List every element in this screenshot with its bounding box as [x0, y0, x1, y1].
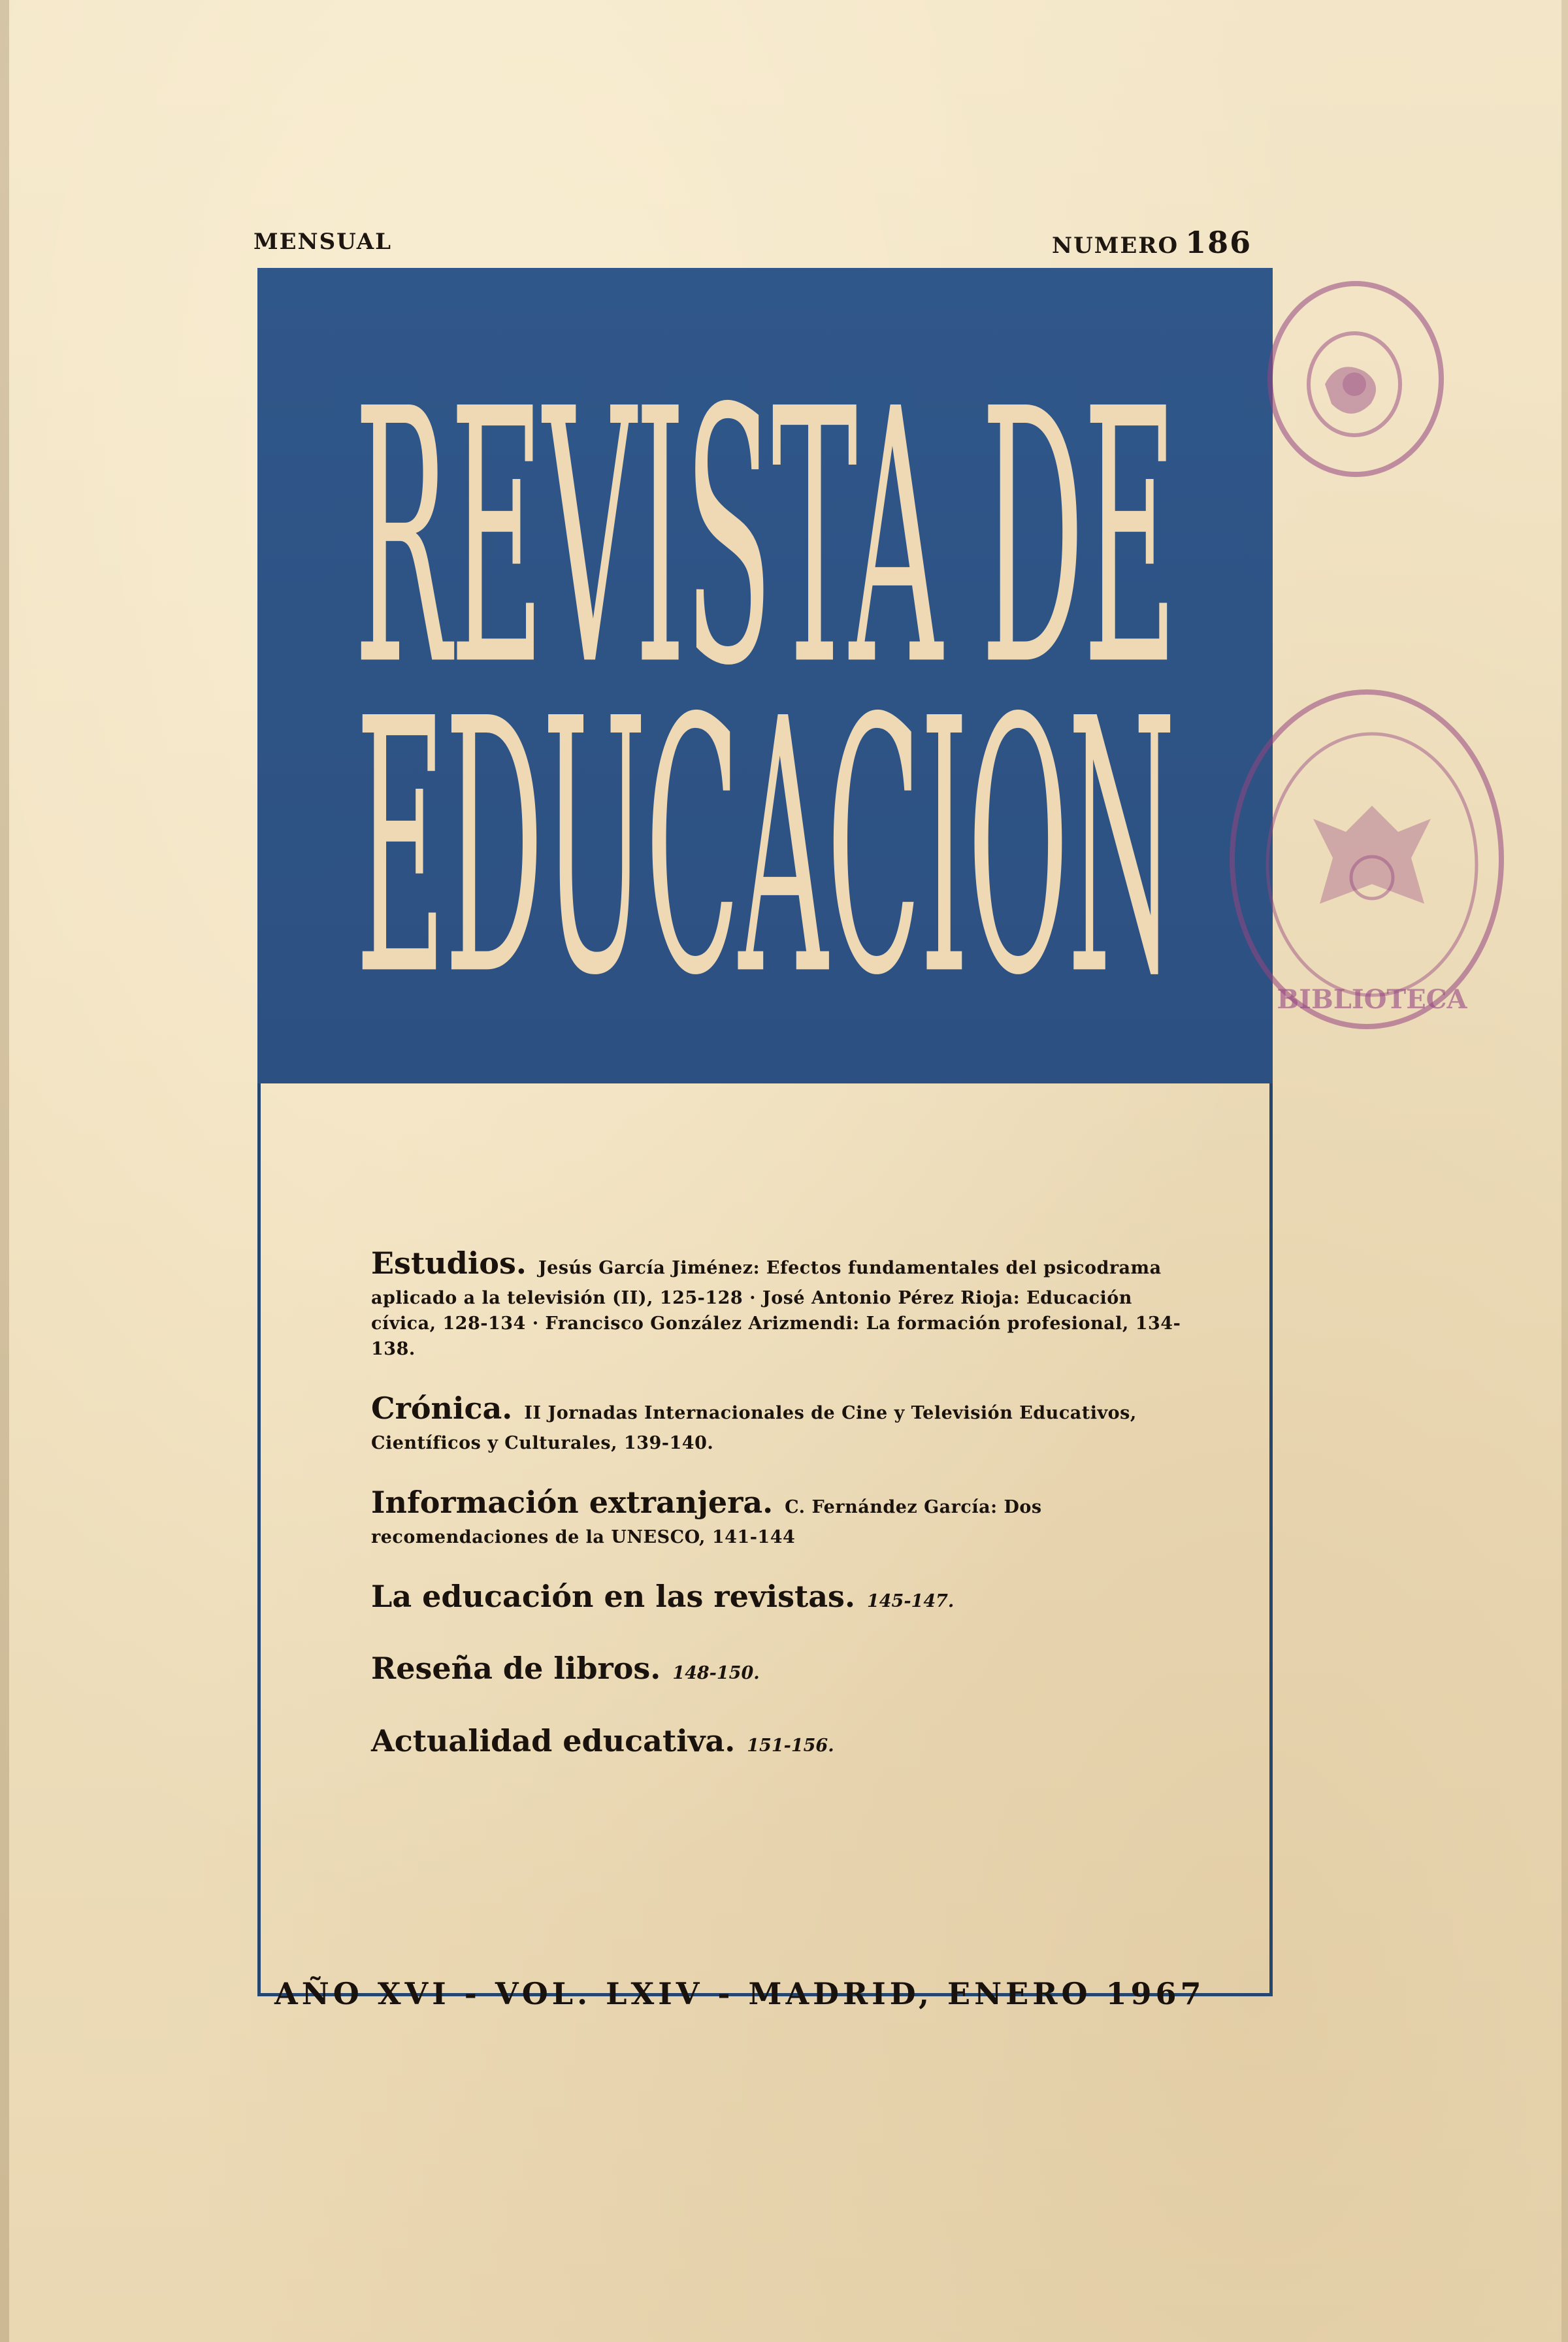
entry-text: C. Fernández García: Dos recomendaciones de la UNESCO, 141-144: [371, 1496, 1042, 1547]
entry-heading: Información extranjera.: [371, 1484, 774, 1520]
table-of-contents: [371, 1242, 1181, 1792]
entry-pages: 148-150.: [672, 1663, 760, 1684]
issue-footer: AÑO XVI - VOL. LXIV - MADRID, ENERO 1967: [274, 1976, 1205, 2011]
entry-estudios: [371, 1242, 1181, 1362]
issue-label: [1052, 225, 1252, 260]
entry-heading: Actualidad educativa.: [371, 1723, 736, 1759]
issue-label-text: NUMERO: [1052, 233, 1179, 259]
entry-actualidad: [371, 1719, 1181, 1763]
title-block: [257, 268, 1273, 1083]
entry-cronica: [371, 1387, 1181, 1456]
entry-libros: [371, 1647, 1181, 1691]
stamp-text: BIBLIOTECA: [1277, 984, 1467, 1015]
entry-heading: Crónica.: [371, 1391, 513, 1427]
entry-heading: Reseña de libros.: [371, 1651, 661, 1687]
stamp-eagle-icon: [1235, 695, 1509, 1034]
title-line-1: REVISTA DE: [353, 335, 1177, 743]
entry-pages: 145-147.: [866, 1591, 955, 1611]
title-line-2: EDUCACION: [355, 644, 1175, 1053]
entry-pages: 151-156.: [747, 1736, 834, 1756]
issue-number: 186: [1185, 225, 1252, 260]
entry-heading: La educación en las revistas.: [371, 1578, 855, 1614]
entry-text: Jesús García Jiménez: Efectos fundamentales del psicodrama aplicado a la televisión (II), 125-128 · José Antonio Pérez Rioja: Educación cívica, 128-134 · Francisco González Arizmendi: La formación profesional, 134-138.: [371, 1258, 1181, 1359]
entry-revistas: [371, 1575, 1181, 1619]
entry-text: II Jornadas Internacionales de Cine y Televisión Educativos, Científicos y Culturales, 139-140.: [371, 1403, 1137, 1453]
stamp-emblem-icon: [1273, 286, 1449, 482]
entry-heading: Estudios.: [371, 1245, 527, 1281]
library-stamp-top: [1267, 281, 1444, 477]
frequency-label: MENSUAL: [253, 229, 393, 255]
entry-informacion: [371, 1481, 1181, 1550]
library-stamp-biblioteca: [1230, 689, 1504, 1029]
